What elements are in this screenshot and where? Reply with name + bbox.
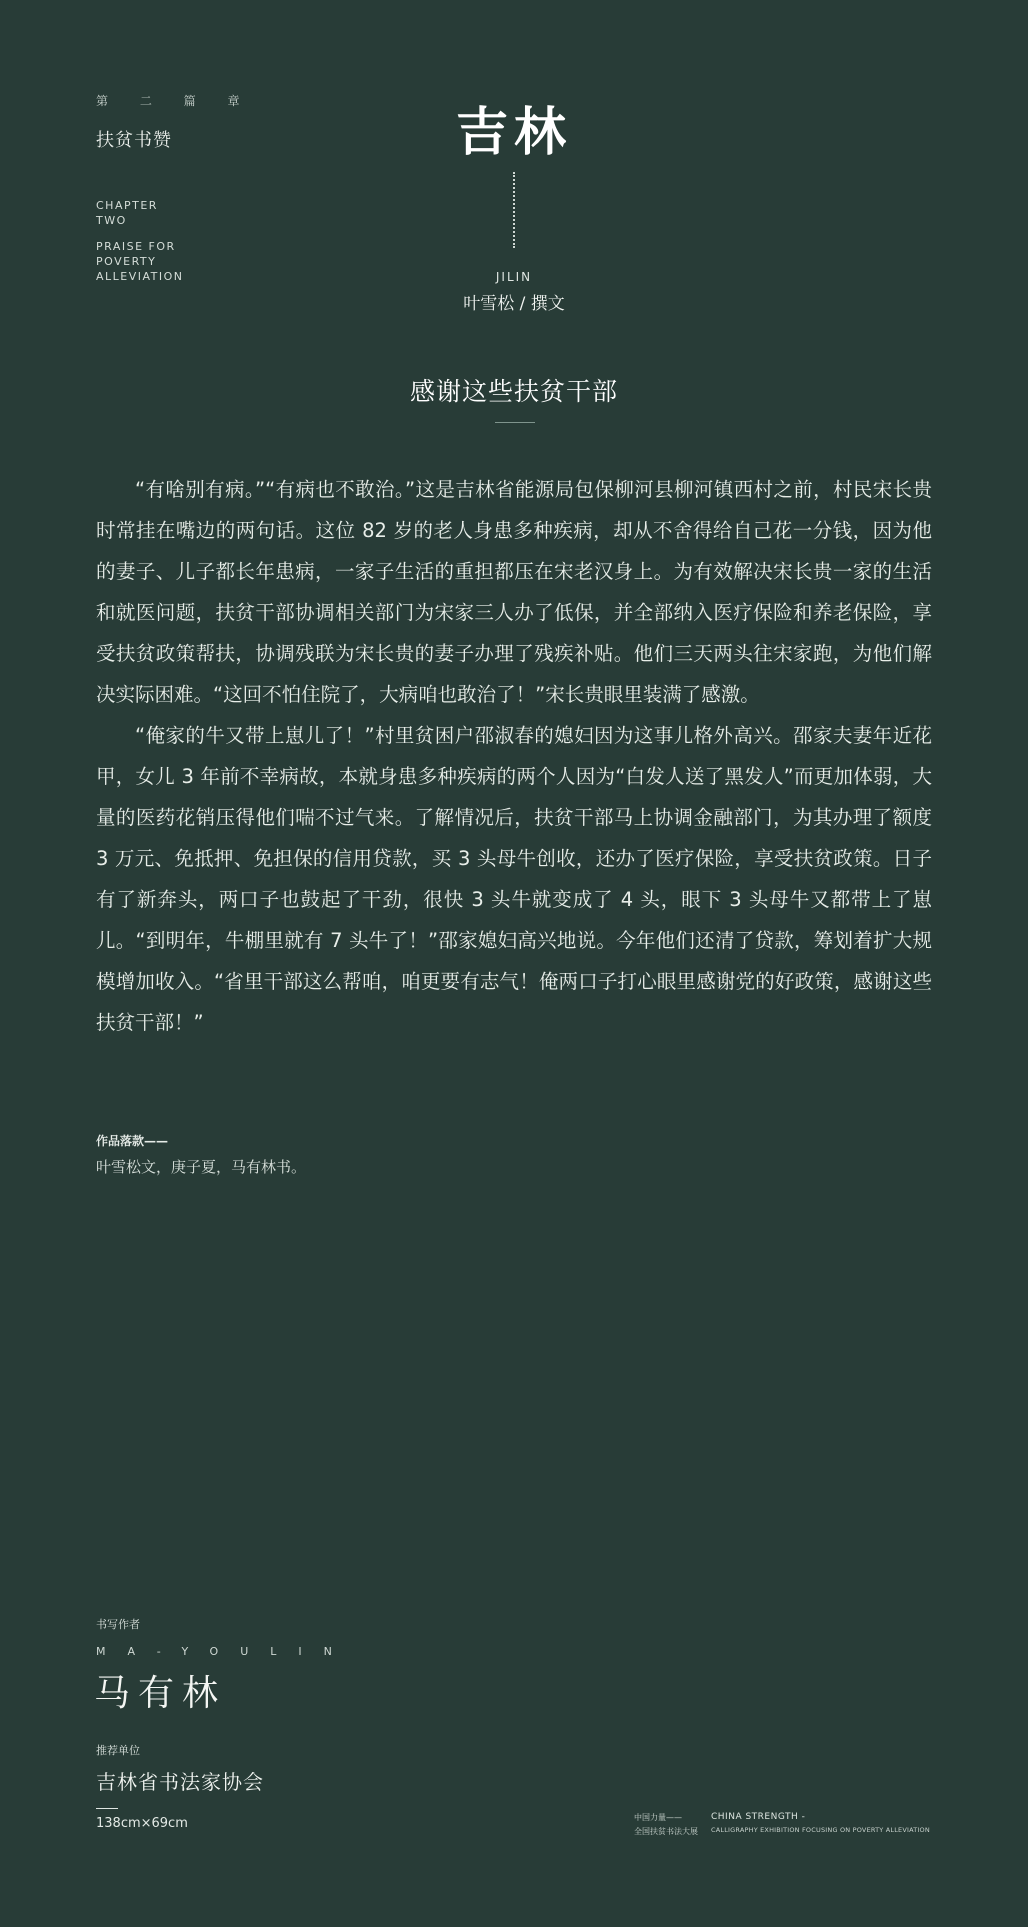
- logo-cn-line: 中国力量——: [634, 1813, 682, 1822]
- article-paragraph: “有啥别有病。”“有病也不敢治。”这是吉林省能源局包保柳河县柳河镇西村之前，村民宋长贵时常挂在嘴边的两句话。这位 82 岁的老人身患多种疾病，却从不舍得给自己花一分钱，因为他的妻子、儿子都长年患病，一家子生活的重担都压在宋老汉身上。为有效解决宋长贵一家的生活和就医问题，扶贫干部协调相关部门为宋家三人办了低保，并全部纳入医疗保险和养老保险，享受扶贫政策帮扶，协调残联为宋长贵的妻子办理了残疾补贴。他们三天两头往宋家跑，为他们解决实际困难。“这回不怕住院了，大病咱也敢治了！”宋长贵眼里装满了感激。: [96, 478, 932, 706]
- size-divider: [96, 1808, 118, 1809]
- article-author: 叶雪松 / 撰文: [463, 294, 565, 314]
- praise-en-line: POVERTY: [96, 255, 157, 268]
- chapter-number: 第 二 篇 章: [96, 94, 254, 108]
- inscription-text: 叶雪松文，庚子夏，马有林书。: [96, 1158, 307, 1176]
- praise-en-line: ALLEVIATION: [96, 270, 184, 283]
- article-body: [96, 469, 932, 1043]
- article-paragraph: “俺家的牛又带上崽儿了！”村里贫困户邵淑春的媳妇因为这事儿格外高兴。邵家夫妻年近花甲，女儿 3 年前不幸病故，本就身患多种疾病的两个人因为“白发人送了黑发人”而更加体弱，大量的医药花销压得他们喘不过气来。了解情况后，扶贫干部马上协调金融部门，为其办理了额度 3 万元、免抵押、免担保的信用贷款，买 3 头母牛创收，还办了医疗保险，享受扶贫政策。日子有了新奔头，两口子也鼓起了干劲，很快 3 头牛就变成了 4 头，眼下 3 头母牛又都带上了崽儿。“到明年，牛棚里就有 7 头牛了！”邵家媳妇高兴地说。今年他们还清了贷款，筹划着扩大规模增加收入。“省里干部这么帮咱，咱更要有志气！俺两口子打心眼里感谢党的好政策，感谢这些扶贫干部！”: [96, 724, 932, 1034]
- writer-pinyin: MA-YOULIN: [96, 1645, 354, 1658]
- recommender-name: 吉林省书法家协会: [96, 1770, 264, 1794]
- logo-en-line: CALLIGRAPHY EXHIBITION FOCUSING ON POVERTY ALLEVIATION: [711, 1826, 930, 1834]
- chapter-en: [96, 198, 158, 228]
- dotted-divider: [513, 172, 517, 248]
- writer-name: 马有林: [94, 1673, 227, 1714]
- article-title: 感谢这些扶贫干部: [409, 377, 618, 406]
- artwork-size: 138cm×69cm: [96, 1816, 188, 1831]
- logo-en-line: CHINA STRENGTH -: [711, 1812, 806, 1822]
- exhibition-logo: [634, 1812, 934, 1840]
- title-pinyin: JILIN: [495, 270, 533, 284]
- inscription-label: 作品落款——: [96, 1134, 169, 1148]
- title-divider: [495, 422, 535, 423]
- writer-label: 书写作者: [96, 1618, 140, 1631]
- chapter-en-line: CHAPTER: [96, 199, 158, 212]
- chapter-en-line: TWO: [96, 214, 127, 227]
- chapter-title: 扶贫书赞: [96, 130, 172, 151]
- page-title: 吉林: [455, 102, 572, 163]
- praise-en-line: PRAISE FOR: [96, 240, 176, 253]
- recommender-label: 推荐单位: [96, 1744, 140, 1757]
- logo-cn-line: 全国扶贫书法大展: [634, 1827, 698, 1836]
